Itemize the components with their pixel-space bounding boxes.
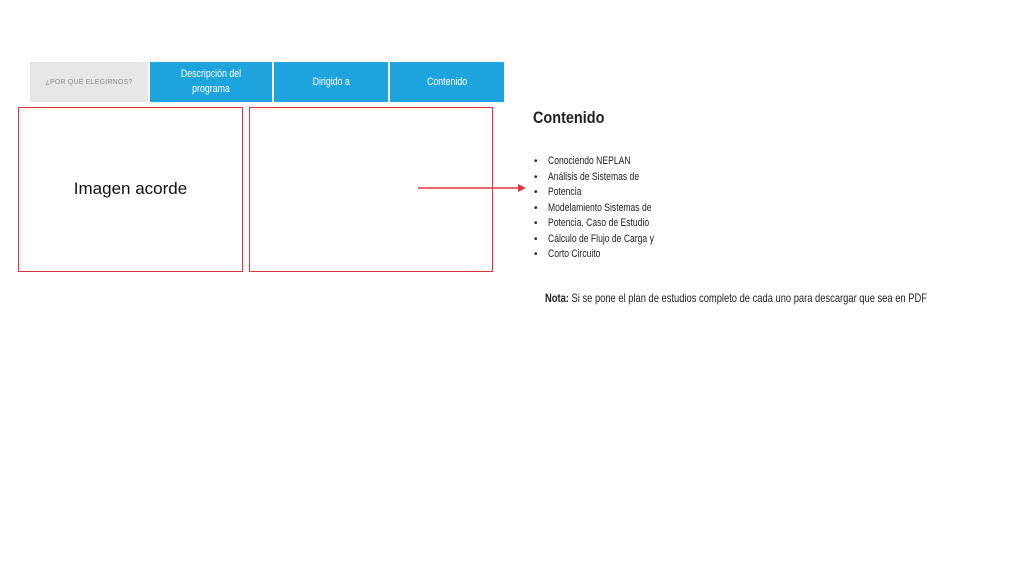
list-item: • Modelamiento Sistemas de: [534, 201, 684, 217]
list-item: • Cálculo de Flujo de Carga y: [534, 232, 684, 248]
note-label: Nota:: [545, 291, 569, 305]
bullet-icon: •: [534, 171, 538, 183]
bullet-icon: •: [534, 187, 538, 198]
bullet-icon: •: [534, 218, 538, 229]
tab-content-label: Contenido: [426, 75, 468, 88]
list-item: • Conociendo NEPLAN: [534, 154, 684, 170]
bullet-icon: •: [534, 233, 538, 245]
note-body: Si se pone el plan de estudios completo de cada uno para descargar que sea en PDF: [571, 291, 927, 305]
tab-why-choose-us[interactable]: [30, 62, 148, 102]
tab-content[interactable]: [388, 62, 504, 102]
tab-program-description-label: Descripción del programa: [180, 68, 242, 95]
image-placeholder-box: [18, 107, 243, 272]
image-placeholder-label: Imagen acorde: [73, 179, 188, 198]
list-item: • Potencia: [534, 185, 684, 201]
pointer-arrow-icon: [418, 180, 528, 200]
tab-target-audience-label: Dirigido a: [312, 75, 350, 88]
content-heading: Contenido: [533, 108, 605, 127]
tab-why-choose-us-label: ¿POR QUÉ ELEGIRNOS?: [45, 78, 133, 86]
list-item: • Corto Circuito: [534, 247, 684, 263]
bullet-icon: •: [534, 249, 538, 260]
tab-program-description[interactable]: [148, 62, 272, 102]
tab-bar: [30, 62, 504, 102]
list-item: • Potencia. Caso de Estudio: [534, 216, 684, 232]
bullet-icon: •: [534, 156, 538, 167]
note-text: [545, 290, 951, 307]
list-item: • Análisis de Sistemas de: [534, 170, 684, 186]
bullet-icon: •: [534, 202, 538, 214]
content-list: [534, 154, 684, 263]
tab-target-audience[interactable]: [272, 62, 388, 102]
